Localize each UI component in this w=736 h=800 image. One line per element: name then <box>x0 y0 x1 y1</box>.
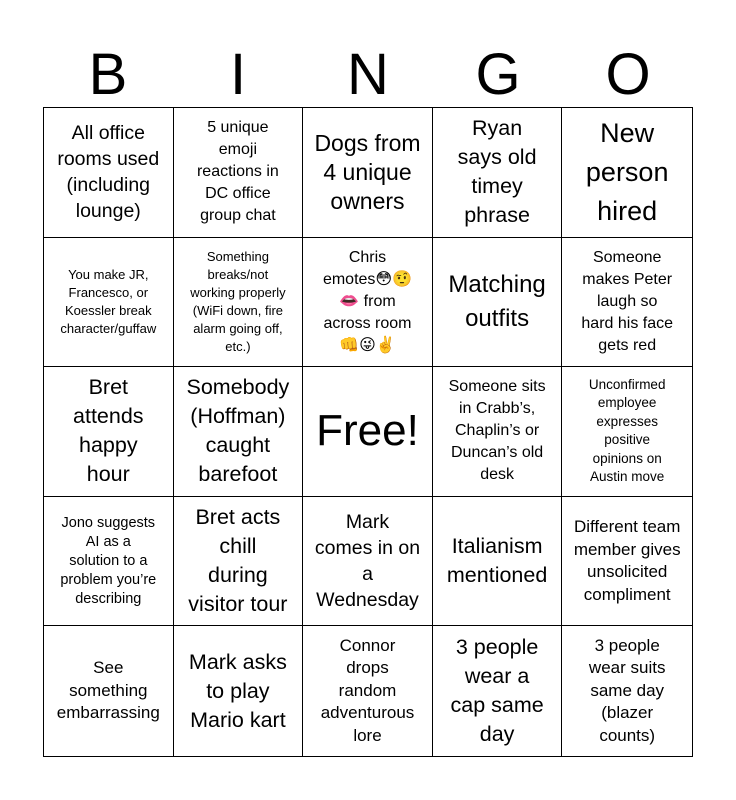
cell-text: You make JR, Francesco, or Koessler break character/guffaw <box>60 266 157 336</box>
cell-text: Matching outfits <box>448 270 546 332</box>
cell-text: All office rooms used (including lounge) <box>57 122 160 223</box>
bingo-cell-r2c2[interactable] <box>174 238 304 368</box>
cell-text: Something breaks/not working properly (WiFi down, fire alarm going off, etc.) <box>190 248 286 354</box>
cell-text: 3 people wear a cap same day <box>450 635 544 747</box>
bingo-cell-r4c2[interactable] <box>174 497 304 627</box>
cell-text: 5 unique emoji reactions in DC office group chat <box>196 119 279 225</box>
header-letter-n: N <box>347 42 389 107</box>
bingo-cell-r4c4[interactable] <box>433 497 563 627</box>
bingo-cell-r1c4[interactable] <box>433 108 563 238</box>
cell-text: Bret attends happy hour <box>73 375 144 487</box>
bingo-cell-r2c3[interactable] <box>303 238 433 368</box>
bingo-cell-r5c4[interactable] <box>433 626 563 756</box>
cell-text: Connor drops random adventurous lore <box>320 635 415 745</box>
cell-text: Mark asks to play Mario kart <box>188 649 287 732</box>
cell-text: Dogs from 4 unique owners <box>314 129 421 214</box>
header-letter-g: G <box>475 42 521 107</box>
bingo-cell-r3c5[interactable] <box>562 367 692 497</box>
cell-text: Italianism mentioned <box>446 534 548 588</box>
cell-text: Ryan says old timey phrase <box>457 116 537 228</box>
bingo-cell-r1c2[interactable] <box>174 108 304 238</box>
bingo-cell-r4c1[interactable] <box>44 497 174 627</box>
bingo-cell-r1c1[interactable] <box>44 108 174 238</box>
bingo-cell-r2c5[interactable] <box>562 238 692 368</box>
bingo-cell-r3c4[interactable] <box>433 367 563 497</box>
cell-text: Chris emotes😳🤨 👄 from across room 👊😜✌️ <box>322 248 413 354</box>
bingo-header <box>43 42 693 108</box>
header-letter-i: I <box>229 42 247 107</box>
bingo-cell-r5c1[interactable] <box>44 626 174 756</box>
bingo-cell-r4c5[interactable] <box>562 497 692 627</box>
cell-text: Mark comes in on a Wednesday <box>314 511 421 612</box>
header-letter-b: B <box>88 42 128 107</box>
cell-text: Free! <box>316 406 419 456</box>
header-letter-o: O <box>605 42 651 107</box>
bingo-cell-r2c1[interactable] <box>44 238 174 368</box>
bingo-cell-r3c2[interactable] <box>174 367 304 497</box>
bingo-board <box>43 107 693 757</box>
cell-text: Someone sits in Crabb’s, Chaplin’s or Duncan’s old desk <box>448 378 546 484</box>
bingo-cell-r4c3[interactable] <box>303 497 433 627</box>
bingo-cell-r1c5[interactable] <box>562 108 692 238</box>
bingo-cell-r2c4[interactable] <box>433 238 563 368</box>
bingo-cell-free[interactable] <box>303 367 433 497</box>
cell-text: Different team member gives unsolicited compliment <box>573 517 681 604</box>
cell-text: 3 people wear suits same day (blazer counts) <box>588 635 666 745</box>
cell-text: Someone makes Peter laugh so hard his face gets red <box>581 248 673 354</box>
bingo-cell-r5c5[interactable] <box>562 626 692 756</box>
cell-text: Jono suggests AI as a solution to a problem you’re describing <box>60 514 157 607</box>
bingo-cell-r5c3[interactable] <box>303 626 433 756</box>
bingo-cell-r3c1[interactable] <box>44 367 174 497</box>
cell-text: Unconfirmed employee expresses positive opinions on Austin move <box>588 376 666 485</box>
bingo-cell-r5c2[interactable] <box>174 626 304 756</box>
cell-text: Somebody (Hoffman) caught barefoot <box>186 375 290 487</box>
bingo-cell-r1c3[interactable] <box>303 108 433 238</box>
cell-text: New person hired <box>585 117 669 226</box>
cell-text: Bret acts chill during visitor tour <box>188 505 288 617</box>
cell-text: See something embarrassing <box>56 658 160 723</box>
